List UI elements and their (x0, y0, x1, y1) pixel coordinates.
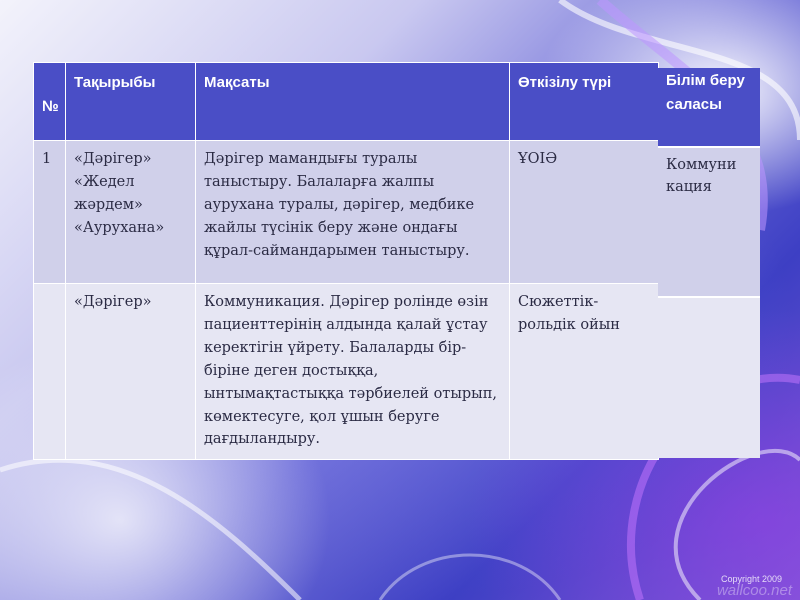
copyright-watermark: Copyright 2009 (720, 574, 782, 584)
cell-number (34, 284, 66, 460)
header-goal: Мақсаты (196, 63, 510, 141)
header-type: Өткізілу түрі (510, 63, 659, 141)
cell-education-area (658, 296, 760, 458)
cell-education-area: Коммуни кация (658, 146, 760, 296)
cell-topic: «Дәрігер» (66, 284, 196, 460)
table-header-row (34, 63, 659, 141)
cell-goal: Дәрігер мамандығы туралы таныстыру. Балаларға жалпы аурухана туралы, дәрігер, медбике жайлы түсінік беру және ондағы құрал-саймандарымен таныстыру. (196, 141, 510, 284)
education-area-column (658, 68, 760, 460)
lesson-plan-table (33, 62, 659, 460)
header-education-area: Білім беру саласы (658, 68, 760, 146)
header-topic: Тақырыбы (66, 63, 196, 141)
header-number: № (34, 63, 66, 141)
cell-goal: Коммуникация. Дәрігер ролінде өзін пациенттерінің алдында қалай ұстау керектігін үйрету. Балаларды бір-біріне деген достыққа, ынтымақтастыққа тәрбиелей отырып, көмектесуге, қол ұшын беруге дағдыландыру. (196, 284, 510, 460)
cell-type: ҰОІӘ (510, 141, 659, 284)
table-row (34, 284, 659, 460)
cell-number: 1 (34, 141, 66, 284)
cell-type: Сюжеттік-рольдік ойын (510, 284, 659, 460)
site-watermark: wallcoo.net (716, 582, 792, 599)
cell-topic: «Дәрігер» «Жедел жәрдем» «Аурухана» (66, 141, 196, 284)
table-row (34, 141, 659, 284)
